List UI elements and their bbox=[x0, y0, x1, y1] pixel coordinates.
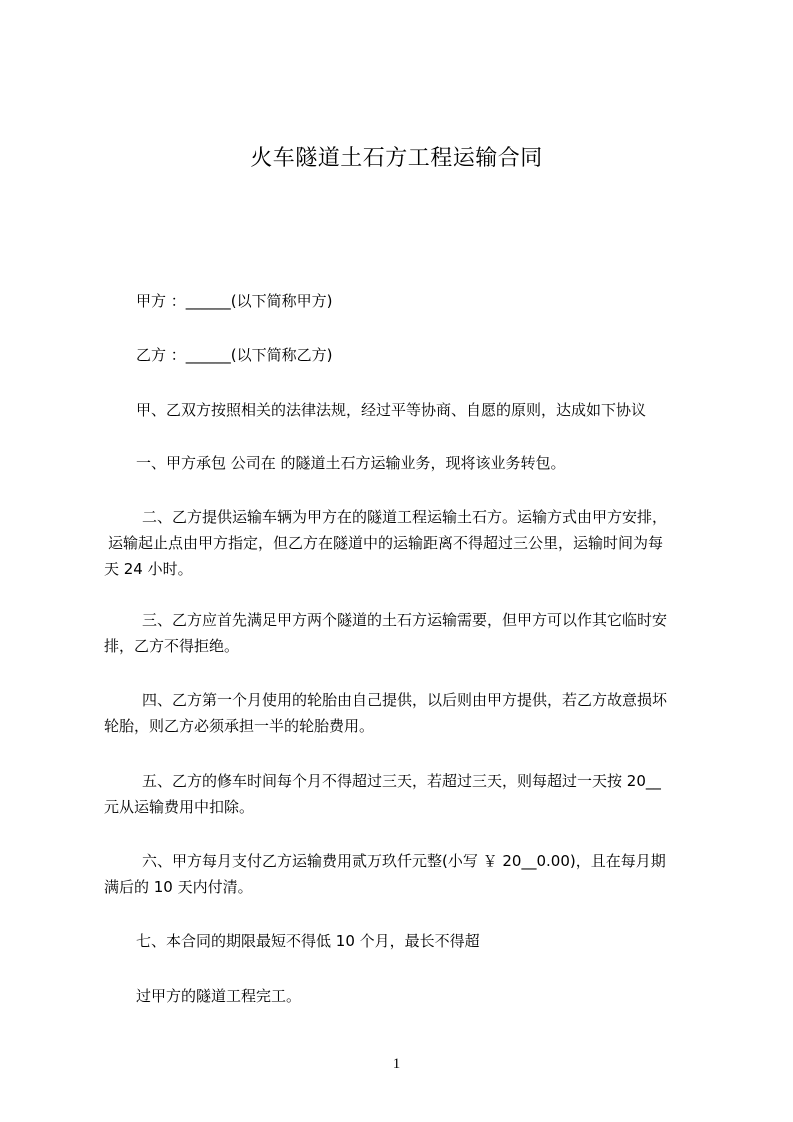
clause-2-line-1: 二、乙方提供运输车辆为甲方在的隧道工程运输土石方。运输方式由甲方安排， bbox=[142, 508, 668, 526]
clause-6-line-2: 满后的 10 天内付清。 bbox=[104, 878, 253, 896]
clause-5-line-1: 五、乙方的修车时间每个月不得超过三天，若超过三天，则每超过一天按 20__ bbox=[142, 772, 661, 790]
party-a-line: 甲方 ：______(以下简称甲方) bbox=[136, 292, 333, 310]
clause-4-line-2: 轮胎，则乙方必须承担一半的轮胎费用。 bbox=[104, 717, 375, 735]
intro-paragraph: 甲、乙双方按照相关的法律法规，经过平等协商、自愿的原则，达成如下协议 bbox=[136, 401, 647, 419]
page-number: 1 bbox=[392, 1056, 401, 1072]
party-b-line: 乙方 ：______(以下简称乙方) bbox=[136, 346, 333, 364]
clause-4-line-1: 四、乙方第一个月使用的轮胎由自己提供，以后则由甲方提供，若乙方故意损坏 bbox=[142, 691, 668, 709]
clause-1: 一、甲方承包 公司在 的隧道土石方运输业务，现将该业务转包。 bbox=[136, 454, 566, 472]
clause-5-line-2: 元从运输费用中扣除。 bbox=[104, 798, 255, 816]
clause-2-line-2: 运输起止点由甲方指定，但乙方在隧道中的运输距离不得超过三公里，运输时间为每 bbox=[108, 534, 664, 552]
clause-7: 七、本合同的期限最短不得低 10 个月，最长不得超 bbox=[136, 932, 480, 950]
document-title: 火车隧道土石方工程运输合同 bbox=[250, 146, 543, 171]
clause-7-continuation: 过甲方的隧道工程完工。 bbox=[136, 987, 302, 1005]
clause-3-line-2: 排，乙方不得拒绝。 bbox=[104, 637, 240, 655]
clause-2-line-3: 天 24 小时。 bbox=[104, 560, 193, 578]
clause-3-line-1: 三、乙方应首先满足甲方两个隧道的土石方运输需要，但甲方可以作其它临时安 bbox=[142, 611, 668, 629]
clause-6-line-1: 六、甲方每月支付乙方运输费用贰万玖仟元整(小写 ￥ 20__0.00)，且在每月期 bbox=[142, 852, 666, 870]
